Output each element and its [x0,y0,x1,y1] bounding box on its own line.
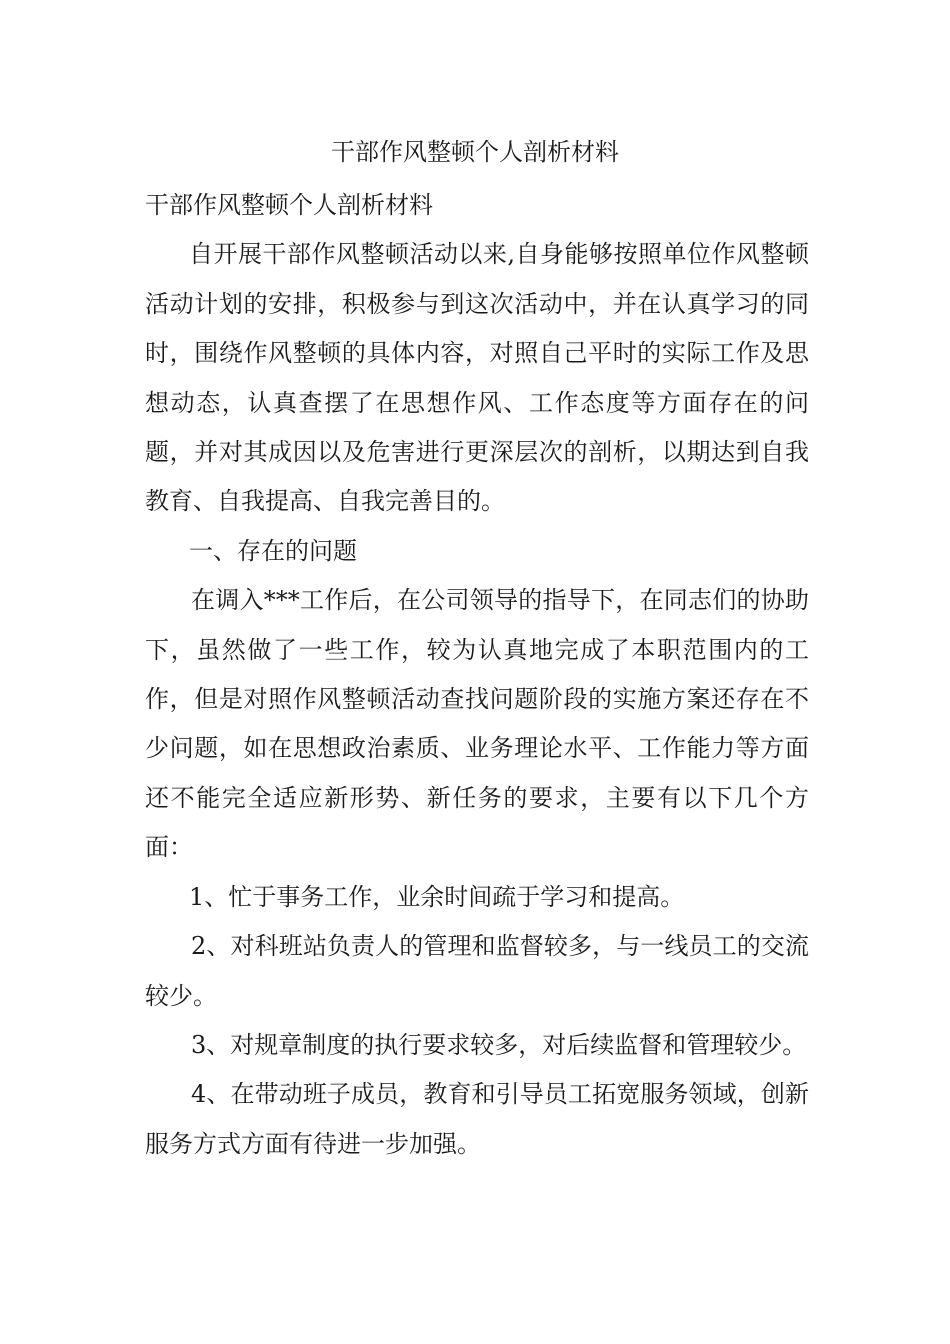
list-item: 2、对科班站负责人的管理和监督较多，与一线员工的交流较少。 [145,932,809,1010]
section-heading: 一、存在的问题 [189,536,357,565]
section-paragraph: 在调入***工作后，在公司领导的指导下，在同志们的协助下，虽然做了一些工作，较为认真地完成了本职范围内的工作，但是对照作风整顿活动查找问题阶段的实施方案还存在不少问题，如在思想政治素质、业务理论水平、工作能力等方面还不能完全适应新形势、新任务的要求，主要有以下几个方面： [145,586,809,862]
intro-paragraph: 自开展干部作风整顿活动以来,自身能够按照单位作风整顿活动计划的安排，积极参与到这次活动中，并在认真学习的同时，围绕作风整顿的具体内容，对照自己平时的实际工作及思想动态，认真查摆了在思想作风、工作态度等方面存在的问题，并对其成因以及危害进行更深层次的剖析，以期达到自我教育、自我提高、自我完善目的。 [145,240,809,516]
document-body [145,181,809,1169]
list-item: 3、对规章制度的执行要求较多，对后续监督和管理较少。 [191,1030,807,1059]
list-item: 1、忙于事务工作，业余时间疏于学习和提高。 [189,882,685,911]
document-subtitle: 干部作风整顿个人剖析材料 [145,191,433,219]
document-title: 干部作风整顿个人剖析材料 [331,138,619,166]
list-item: 4、在带动班子成员，教育和引导员工拓宽服务领域，创新服务方式方面有待进一步加强。 [145,1080,809,1158]
